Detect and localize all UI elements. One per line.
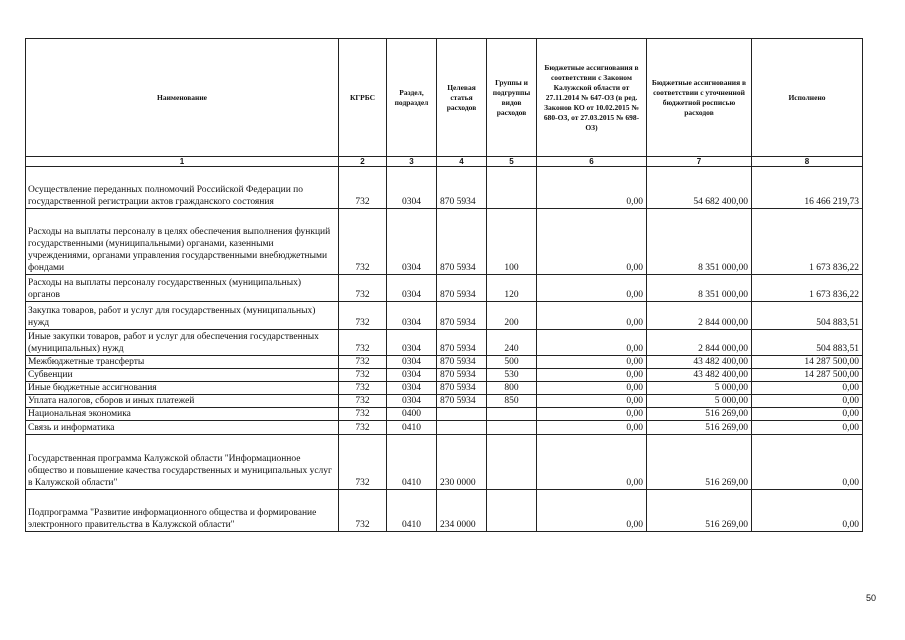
row-group: 530 bbox=[487, 369, 537, 382]
row-law: 0,00 bbox=[537, 382, 647, 395]
row-executed: 0,00 bbox=[752, 490, 863, 532]
column-number: 2 bbox=[339, 157, 387, 167]
column-number: 6 bbox=[537, 157, 647, 167]
row-kgrbs: 732 bbox=[339, 490, 387, 532]
column-number: 1 bbox=[26, 157, 339, 167]
table-row bbox=[26, 369, 863, 382]
header-target: Целевая статья расходов bbox=[437, 39, 487, 157]
row-kgrbs: 732 bbox=[339, 275, 387, 302]
row-refined: 8 351 000,00 bbox=[647, 275, 752, 302]
row-executed: 14 287 500,00 bbox=[752, 356, 863, 369]
row-target bbox=[437, 421, 487, 435]
row-refined: 43 482 400,00 bbox=[647, 356, 752, 369]
row-executed: 504 883,51 bbox=[752, 302, 863, 330]
table-row bbox=[26, 421, 863, 435]
row-executed: 504 883,51 bbox=[752, 330, 863, 356]
table-row bbox=[26, 356, 863, 369]
row-target: 870 5934 bbox=[437, 330, 487, 356]
row-name: Расходы на выплаты персоналу в целях обеспечения выполнения функций государственными (муниципальными) органами, казенными учреждениями, органами управления государственными внебюджетными фондами bbox=[26, 209, 339, 275]
row-law: 0,00 bbox=[537, 209, 647, 275]
row-refined: 516 269,00 bbox=[647, 421, 752, 435]
row-group bbox=[487, 408, 537, 421]
row-name: Межбюджетные трансферты bbox=[26, 356, 339, 369]
row-section: 0304 bbox=[387, 209, 437, 275]
header-budget-refined: Бюджетные ассигнования в соответствии с уточненной бюджетной росписью расходов bbox=[647, 39, 752, 157]
column-number-row bbox=[26, 157, 863, 167]
row-target: 870 5934 bbox=[437, 275, 487, 302]
row-group: 850 bbox=[487, 395, 537, 408]
row-refined: 54 682 400,00 bbox=[647, 167, 752, 209]
table-row bbox=[26, 382, 863, 395]
table-row bbox=[26, 302, 863, 330]
row-refined: 2 844 000,00 bbox=[647, 302, 752, 330]
row-kgrbs: 732 bbox=[339, 395, 387, 408]
row-section: 0400 bbox=[387, 408, 437, 421]
row-refined: 5 000,00 bbox=[647, 382, 752, 395]
row-target: 870 5934 bbox=[437, 369, 487, 382]
row-section: 0410 bbox=[387, 435, 437, 490]
header-budget-law: Бюджетные ассигнования в соответствии с Законом Калужской области от 27.11.2014 № 647-ОЗ (в ред. Законов КО от 10.02.2015 № 680-ОЗ, от 27.03.2015 № 698-ОЗ) bbox=[537, 39, 647, 157]
page-number: 50 bbox=[866, 593, 877, 603]
row-target: 230 0000 bbox=[437, 435, 487, 490]
table-row bbox=[26, 490, 863, 532]
header-kgrbs: КГРБС bbox=[339, 39, 387, 157]
row-target: 234 0000 bbox=[437, 490, 487, 532]
row-section: 0304 bbox=[387, 330, 437, 356]
row-section: 0304 bbox=[387, 382, 437, 395]
row-law: 0,00 bbox=[537, 302, 647, 330]
column-number: 5 bbox=[487, 157, 537, 167]
row-target: 870 5934 bbox=[437, 209, 487, 275]
row-name: Иные бюджетные ассигнования bbox=[26, 382, 339, 395]
row-group: 800 bbox=[487, 382, 537, 395]
row-group: 120 bbox=[487, 275, 537, 302]
budget-table bbox=[25, 38, 863, 532]
row-executed: 1 673 836,22 bbox=[752, 209, 863, 275]
row-group: 500 bbox=[487, 356, 537, 369]
row-name: Иные закупки товаров, работ и услуг для обеспечения государственных (муниципальных) нужд bbox=[26, 330, 339, 356]
row-name: Национальная экономика bbox=[26, 408, 339, 421]
row-executed: 0,00 bbox=[752, 435, 863, 490]
table-row bbox=[26, 167, 863, 209]
row-kgrbs: 732 bbox=[339, 356, 387, 369]
row-group bbox=[487, 435, 537, 490]
row-refined: 8 351 000,00 bbox=[647, 209, 752, 275]
table-body bbox=[26, 167, 863, 532]
row-target: 870 5934 bbox=[437, 395, 487, 408]
row-kgrbs: 732 bbox=[339, 167, 387, 209]
row-law: 0,00 bbox=[537, 435, 647, 490]
row-kgrbs: 732 bbox=[339, 408, 387, 421]
row-kgrbs: 732 bbox=[339, 369, 387, 382]
row-section: 0304 bbox=[387, 167, 437, 209]
row-refined: 2 844 000,00 bbox=[647, 330, 752, 356]
row-section: 0410 bbox=[387, 421, 437, 435]
row-executed: 0,00 bbox=[752, 408, 863, 421]
row-target: 870 5934 bbox=[437, 302, 487, 330]
column-number: 3 bbox=[387, 157, 437, 167]
row-executed: 0,00 bbox=[752, 395, 863, 408]
row-refined: 43 482 400,00 bbox=[647, 369, 752, 382]
row-name: Подпрограмма "Развитие информационного общества и формирование электронного правительства в Калужской области" bbox=[26, 490, 339, 532]
row-group bbox=[487, 167, 537, 209]
row-kgrbs: 732 bbox=[339, 302, 387, 330]
row-executed: 16 466 219,73 bbox=[752, 167, 863, 209]
table-header bbox=[26, 39, 863, 167]
row-section: 0304 bbox=[387, 395, 437, 408]
row-law: 0,00 bbox=[537, 395, 647, 408]
row-law: 0,00 bbox=[537, 490, 647, 532]
row-target: 870 5934 bbox=[437, 382, 487, 395]
row-law: 0,00 bbox=[537, 167, 647, 209]
row-target bbox=[437, 408, 487, 421]
column-number: 7 bbox=[647, 157, 752, 167]
header-row bbox=[26, 39, 863, 157]
table-row bbox=[26, 435, 863, 490]
row-executed: 0,00 bbox=[752, 421, 863, 435]
row-executed: 1 673 836,22 bbox=[752, 275, 863, 302]
row-name: Связь и информатика bbox=[26, 421, 339, 435]
row-executed: 14 287 500,00 bbox=[752, 369, 863, 382]
table-row bbox=[26, 275, 863, 302]
row-name: Государственная программа Калужской области "Информационное общество и повышение качества государственных и муниципальных услуг в Калужской области" bbox=[26, 435, 339, 490]
header-name: Наименование bbox=[26, 39, 339, 157]
row-section: 0304 bbox=[387, 356, 437, 369]
row-section: 0410 bbox=[387, 490, 437, 532]
row-law: 0,00 bbox=[537, 408, 647, 421]
row-refined: 516 269,00 bbox=[647, 435, 752, 490]
row-refined: 5 000,00 bbox=[647, 395, 752, 408]
row-refined: 516 269,00 bbox=[647, 490, 752, 532]
table-row bbox=[26, 395, 863, 408]
row-kgrbs: 732 bbox=[339, 421, 387, 435]
row-executed: 0,00 bbox=[752, 382, 863, 395]
row-law: 0,00 bbox=[537, 330, 647, 356]
row-refined: 516 269,00 bbox=[647, 408, 752, 421]
row-law: 0,00 bbox=[537, 369, 647, 382]
column-number: 8 bbox=[752, 157, 863, 167]
row-kgrbs: 732 bbox=[339, 209, 387, 275]
row-group: 200 bbox=[487, 302, 537, 330]
column-number: 4 bbox=[437, 157, 487, 167]
row-target: 870 5934 bbox=[437, 167, 487, 209]
header-section: Раздел, подраздел bbox=[387, 39, 437, 157]
row-kgrbs: 732 bbox=[339, 330, 387, 356]
row-group: 100 bbox=[487, 209, 537, 275]
header-executed: Исполнено bbox=[752, 39, 863, 157]
table-row bbox=[26, 408, 863, 421]
row-name: Субвенции bbox=[26, 369, 339, 382]
table-row bbox=[26, 330, 863, 356]
row-name: Осуществление переданных полномочий Российской Федерации по государственной регистрации актов гражданского состояния bbox=[26, 167, 339, 209]
row-law: 0,00 bbox=[537, 421, 647, 435]
table-row bbox=[26, 209, 863, 275]
row-name: Расходы на выплаты персоналу государственных (муниципальных) органов bbox=[26, 275, 339, 302]
row-group bbox=[487, 421, 537, 435]
row-law: 0,00 bbox=[537, 356, 647, 369]
header-groups: Группы и подгруппы видов расходов bbox=[487, 39, 537, 157]
row-name: Уплата налогов, сборов и иных платежей bbox=[26, 395, 339, 408]
row-kgrbs: 732 bbox=[339, 382, 387, 395]
row-section: 0304 bbox=[387, 275, 437, 302]
row-section: 0304 bbox=[387, 302, 437, 330]
row-target: 870 5934 bbox=[437, 356, 487, 369]
row-group: 240 bbox=[487, 330, 537, 356]
row-name: Закупка товаров, работ и услуг для государственных (муниципальных) нужд bbox=[26, 302, 339, 330]
row-section: 0304 bbox=[387, 369, 437, 382]
row-kgrbs: 732 bbox=[339, 435, 387, 490]
row-group bbox=[487, 490, 537, 532]
row-law: 0,00 bbox=[537, 275, 647, 302]
